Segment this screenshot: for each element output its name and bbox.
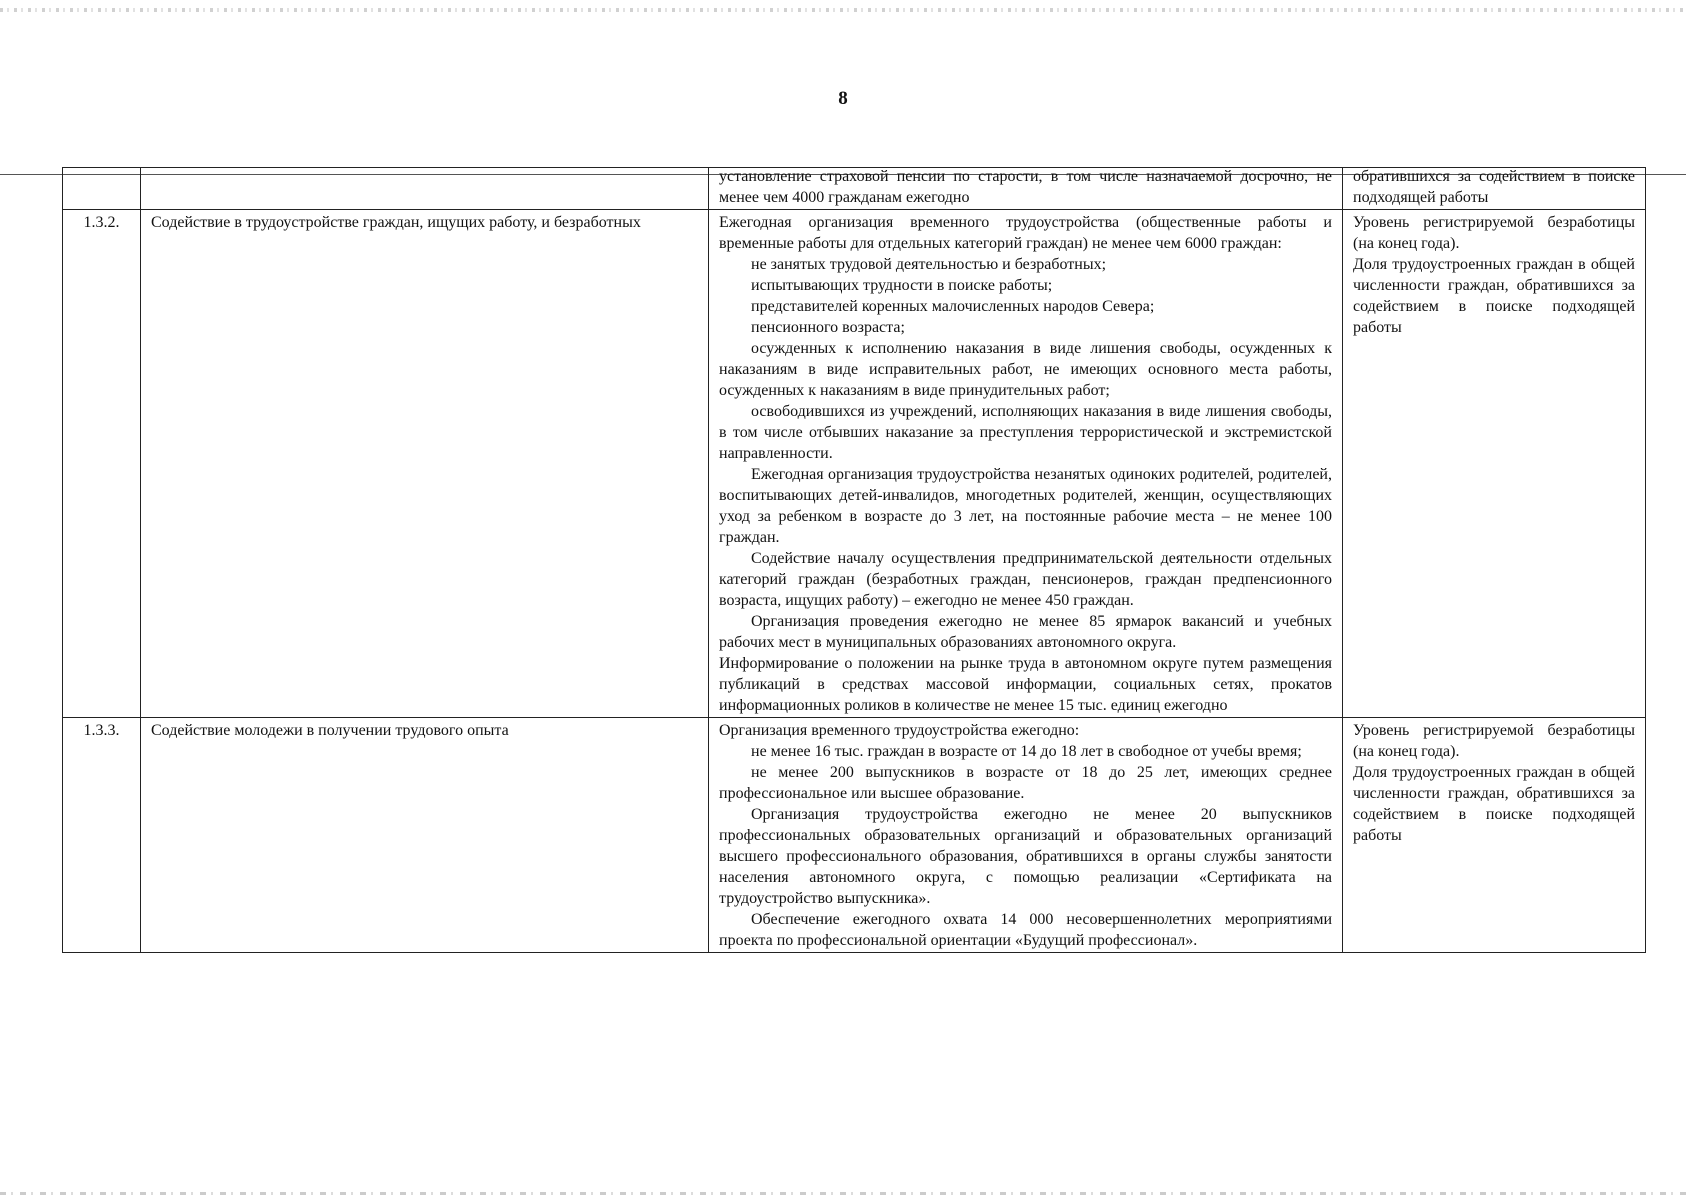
row-number: 1.3.3. xyxy=(63,718,141,953)
activity-paragraph: Организация трудоустройства ежегодно не менее 20 выпускников профессиональных образовательных организаций и образовательных организаций высшего профессионального образования, обратившихся в органы службы занятости населения автономного округа, с помощью реализации «Сертификата на трудоустройство выпускника». xyxy=(719,806,1332,907)
activity-paragraph: Организация проведения ежегодно не менее 85 ярмарок вакансий и учебных рабочих мест в муниципальных образованиях автономного округа. xyxy=(719,613,1332,651)
activity-paragraph: установление страховой пенсии по старости, в том числе назначаемой досрочно, не менее чем 4000 гражданам ежегодно xyxy=(719,168,1332,206)
table-row-1-3-2 xyxy=(63,210,1646,718)
indicator-paragraph: Уровень регистрируемой безработицы (на конец года). xyxy=(1353,722,1635,760)
activity-paragraph: освободившихся из учреждений, исполняющих наказания в виде лишения свободы, в том числе отбывших наказание за преступления террористической и экстремистской направленности. xyxy=(719,403,1332,462)
activity-paragraph: испытывающих трудности в поиске работы; xyxy=(751,277,1053,294)
activity-paragraph: Информирование о положении на рынке труда в автономном округе путем размещения публикаций в средствах массовой информации, социальных сетях, прокатов информационных роликов в количестве не менее 15 тыс. единиц ежегодно xyxy=(719,655,1332,714)
row-number: 1.3.2. xyxy=(63,210,141,718)
indicator-paragraph: Уровень регистрируемой безработицы (на конец года). xyxy=(1353,214,1635,252)
row-indicators xyxy=(1343,210,1646,718)
row-indicators xyxy=(1343,168,1646,210)
activity-paragraph: Ежегодная организация временного трудоустройства (общественные работы и временные работы для отдельных категорий граждан) не менее чем 6000 граждан: xyxy=(719,214,1332,252)
activity-paragraph: Содействие началу осуществления предпринимательской деятельности отдельных категорий граждан (безработных граждан, пенсионеров, граждан предпенсионного возраста, ищущих работу) – ежегодно не менее 450 граждан. xyxy=(719,550,1332,609)
row-indicators xyxy=(1343,718,1646,953)
scan-edge-top xyxy=(0,8,1686,12)
table-row-1-3-3 xyxy=(63,718,1646,953)
activity-paragraph: представителей коренных малочисленных народов Севера; xyxy=(751,298,1155,315)
row-activities xyxy=(709,210,1343,718)
activity-paragraph: Организация временного трудоустройства ежегодно: xyxy=(719,722,1080,739)
page-number: 8 xyxy=(838,88,848,109)
row-title: Содействие в трудоустройстве граждан, ищущих работу, и безработных xyxy=(141,210,709,718)
scan-edge-bottom xyxy=(0,1192,1686,1195)
row-activities xyxy=(709,168,1343,210)
indicator-paragraph: Доля трудоустроенных граждан в общей численности граждан, обратившихся за содействием в поиске подходящей работы xyxy=(1353,764,1635,844)
row-number xyxy=(63,168,141,210)
activity-paragraph: Обеспечение ежегодного охвата 14 000 несовершеннолетних мероприятиями проекта по профессиональной ориентации «Будущий профессионал». xyxy=(719,911,1332,949)
activity-paragraph: не менее 200 выпускников в возрасте от 18 до 25 лет, имеющих среднее профессиональное или высшее образование. xyxy=(719,764,1332,802)
activity-paragraph: не менее 16 тыс. граждан в возрасте от 14 до 18 лет в свободное от учебы время; xyxy=(751,743,1302,760)
row-title xyxy=(141,168,709,210)
indicator-paragraph: Доля трудоустроенных граждан в общей численности граждан, обратившихся за содействием в поиске подходящей работы xyxy=(1353,256,1635,336)
row-activities xyxy=(709,718,1343,953)
table-row-continuation xyxy=(63,168,1646,210)
measures-table xyxy=(62,167,1646,953)
activity-paragraph: осужденных к исполнению наказания в виде лишения свободы, осужденных к наказаниям в виде исправительных работ, не имеющих основного места работы, осужденных к наказаниям в виде принудительных работ; xyxy=(719,340,1332,399)
activity-paragraph: пенсионного возраста; xyxy=(751,319,905,336)
indicator-paragraph: обратившихся за содействием в поиске подходящей работы xyxy=(1353,168,1635,206)
activity-paragraph: не занятых трудовой деятельностью и безработных; xyxy=(751,256,1107,273)
row-title: Содействие молодежи в получении трудового опыта xyxy=(141,718,709,953)
activity-paragraph: Ежегодная организация трудоустройства незанятых одиноких родителей, родителей, воспитывающих детей-инвалидов, многодетных родителей, женщин, осуществляющих уход за ребенком в возрасте до 3 лет, на постоянные рабочие места – не менее 100 граждан. xyxy=(719,466,1332,546)
